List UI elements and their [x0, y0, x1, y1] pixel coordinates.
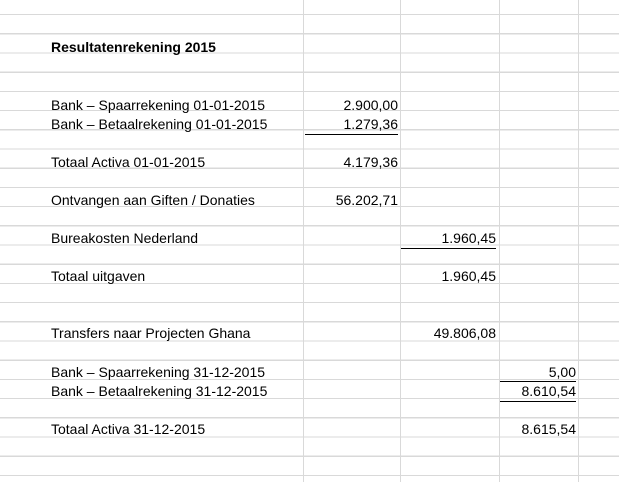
cell-value[interactable]: 8.615,54 — [521, 421, 576, 437]
cell-value[interactable]: 56.202,71 — [335, 192, 398, 208]
cell-value[interactable]: 4.179,36 — [343, 154, 398, 170]
cell-label[interactable]: Bank – Betaalrekening 01-01-2015 — [51, 116, 268, 132]
column-divider — [303, 0, 304, 482]
cell-label[interactable]: Totaal uitgaven — [51, 268, 146, 284]
cell-label[interactable]: Bank – Spaarrekening 31-12-2015 — [51, 364, 266, 380]
cell-value[interactable]: 1.960,45 — [401, 229, 496, 249]
column-divider — [578, 0, 579, 482]
cell-label[interactable]: Bureakosten Nederland — [51, 230, 199, 246]
cell-value[interactable]: 1.960,45 — [441, 268, 496, 284]
cell-label[interactable]: Totaal Activa 01-01-2015 — [51, 154, 206, 170]
column-divider — [499, 0, 500, 482]
cell-label[interactable]: Ontvangen aan Giften / Donaties — [51, 192, 255, 208]
cell-value[interactable]: 49.806,08 — [433, 325, 496, 341]
cell-value[interactable]: 1.279,36 — [305, 115, 398, 135]
cell-value[interactable]: 5,00 — [548, 364, 576, 380]
cell-value[interactable]: 8.610,54 — [500, 381, 576, 402]
cell-label[interactable]: Bank – Spaarrekening 01-01-2015 — [51, 97, 266, 113]
cell-label[interactable]: Totaal Activa 31-12-2015 — [51, 421, 206, 437]
cell-value[interactable]: 2.900,00 — [343, 97, 398, 113]
cell-label[interactable]: Bank – Betaalrekening 31-12-2015 — [51, 383, 268, 399]
sheet-title[interactable]: Resultatenrekening 2015 — [51, 39, 216, 55]
cell-label[interactable]: Transfers naar Projecten Ghana — [51, 325, 251, 341]
